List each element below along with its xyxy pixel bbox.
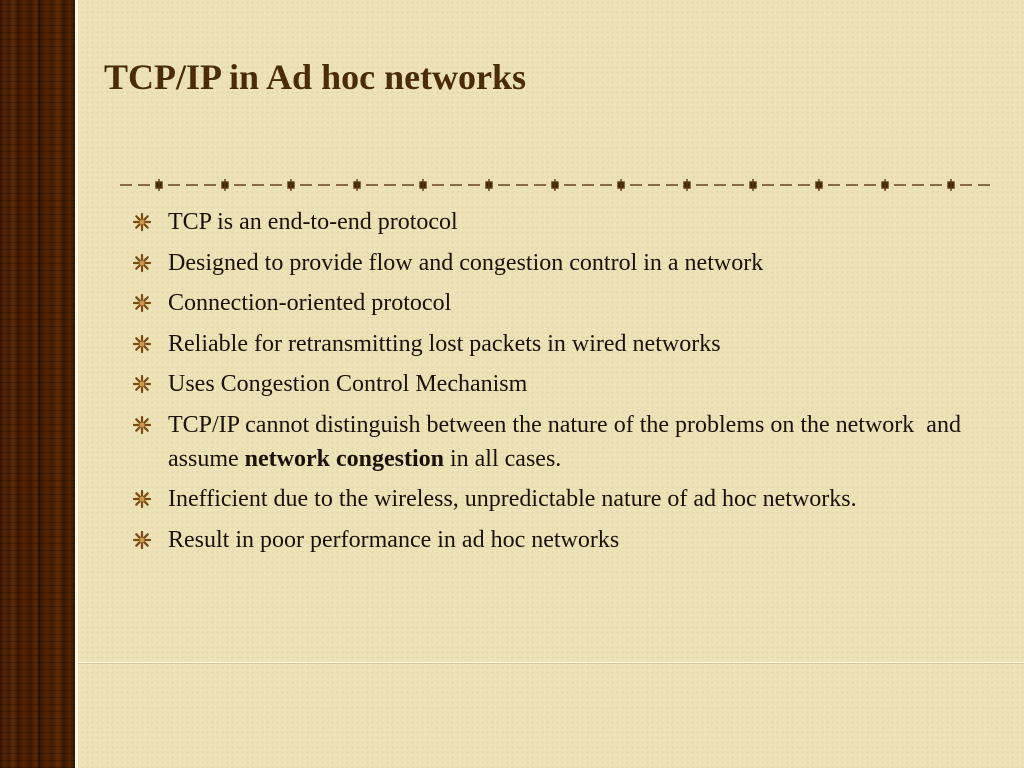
decorative-wood-sidebar bbox=[0, 0, 76, 768]
asterisk-star-icon bbox=[132, 253, 152, 273]
slide-title: TCP/IP in Ad hoc networks bbox=[104, 57, 527, 97]
list-item bbox=[132, 482, 992, 516]
asterisk-star-icon bbox=[132, 489, 152, 509]
bullet-text: Reliable for retransmitting lost packets in wired networks bbox=[168, 330, 721, 357]
list-item bbox=[132, 523, 992, 557]
bullet-text: Uses Congestion Control Mechanism bbox=[168, 371, 528, 397]
bullet-text: Designed to provide flow and congestion control in a network bbox=[168, 249, 764, 276]
list-item bbox=[132, 327, 992, 361]
list-item bbox=[132, 408, 992, 476]
bottom-divider-line bbox=[78, 662, 1024, 663]
asterisk-star-icon bbox=[132, 374, 152, 394]
asterisk-star-icon bbox=[132, 415, 152, 435]
bullet-text: TCP is an end-to-end protocol bbox=[168, 209, 458, 235]
list-item bbox=[132, 367, 992, 401]
asterisk-star-icon bbox=[132, 334, 152, 354]
bullet-text: Inefficient due to the wireless, unpredictable nature of ad hoc networks. bbox=[168, 486, 857, 512]
bullet-list bbox=[132, 205, 992, 563]
list-item bbox=[132, 205, 992, 239]
bullet-text: Result in poor performance in ad hoc networks bbox=[168, 526, 620, 553]
bullet-text-after: in all cases. bbox=[443, 445, 562, 472]
asterisk-star-icon bbox=[132, 212, 152, 232]
bullet-text-before: TCP/IP cannot distinguish between the nature of the problems on the network and assume bbox=[168, 411, 967, 472]
bullet-text: Connection-oriented protocol bbox=[168, 290, 452, 316]
dashed-ornament-divider bbox=[120, 176, 992, 194]
bullet-text-bold: network congestion bbox=[244, 445, 444, 472]
sidebar-divider-line bbox=[38, 0, 40, 768]
asterisk-star-icon bbox=[132, 530, 152, 550]
asterisk-star-icon bbox=[132, 293, 152, 313]
list-item bbox=[132, 246, 992, 280]
list-item bbox=[132, 286, 992, 320]
